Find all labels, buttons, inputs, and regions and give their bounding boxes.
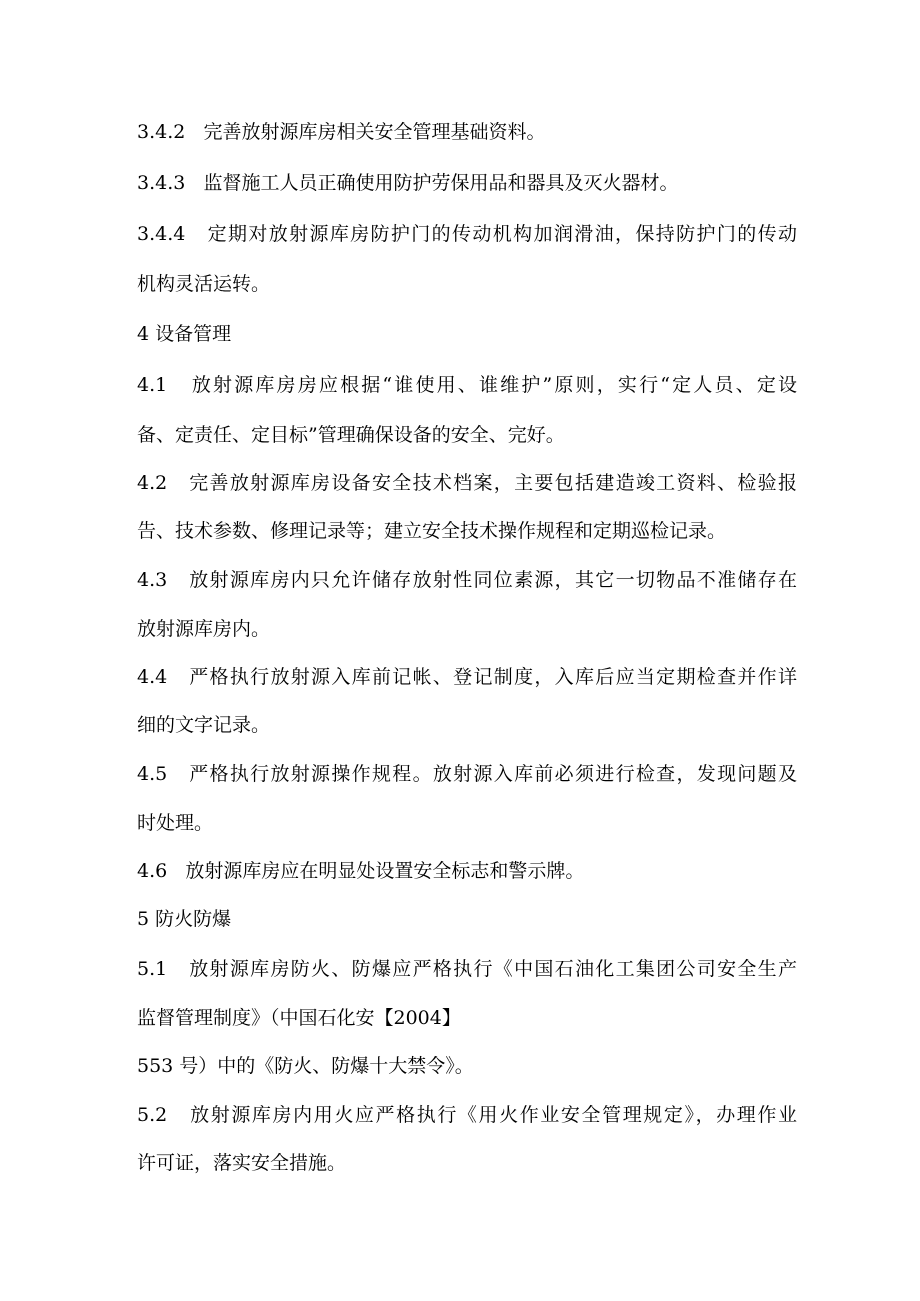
clause-4-3-continuation: 放射源库房内。: [137, 618, 271, 640]
clause-text: 定期对放射源库房防护门的传动机构加润滑油，保持防护门的传动: [207, 223, 797, 245]
clause-number: 4.2: [137, 472, 168, 494]
clause-text: 放射源库房房应根据“谁使用、谁维护”原则，实行“定人员、定设: [191, 374, 797, 396]
clause-3-4-3: [137, 171, 797, 195]
clause-3-4-4-continuation: 机构灵活运转。: [137, 273, 271, 295]
clause-4-5: [137, 762, 797, 786]
clause-text: 严格执行放射源入库前记帐、登记制度，入库后应当定期检查并作详: [189, 666, 797, 688]
clause-5-2: [137, 1103, 797, 1127]
clause-number: 4.5: [137, 763, 168, 785]
clause-text: 完善放射源库房设备安全技术档案，主要包括建造竣工资料、检验报: [189, 472, 797, 494]
clause-4-1: [137, 373, 797, 397]
clause-text: 放射源库房内只允许储存放射性同位素源，其它一切物品不准储存在: [189, 569, 797, 591]
clause-4-6: [137, 859, 797, 883]
clause-number: 3.4.4: [137, 223, 186, 245]
clause-number: 4.3: [137, 569, 168, 591]
clause-number: 3.4.2: [137, 121, 186, 143]
clause-4-5-continuation: 时处理。: [137, 812, 214, 834]
clause-number: 4.4: [137, 666, 168, 688]
clause-4-2: [137, 471, 797, 495]
section-heading-4: 4 设备管理: [137, 323, 232, 345]
clause-4-4: [137, 665, 797, 689]
clause-text: 放射源库房应在明显处设置安全标志和警示牌。: [185, 860, 585, 882]
clause-number: 4.6: [137, 860, 168, 882]
clause-4-2-continuation: 告、技术参数、修理记录等；建立安全技术操作规程和定期巡检记录。: [137, 520, 727, 542]
clause-text: 完善放射源库房相关安全管理基础资料。: [203, 121, 546, 143]
clause-5-1-continuation: 监督管理制度》（中国石化安【2004】: [137, 1007, 461, 1029]
clause-3-4-4: [137, 222, 797, 246]
clause-text: 放射源库房防火、防爆应严格执行《中国石油化工集团公司安全生产: [189, 958, 797, 980]
clause-4-1-continuation: 备、定责任、定目标”管理确保设备的安全、完好。: [137, 424, 565, 446]
clause-number: 5.2: [137, 1104, 168, 1126]
clause-number: 5.1: [137, 958, 168, 980]
clause-text: 严格执行放射源操作规程。放射源入库前必须进行检查，发现问题及: [189, 763, 797, 785]
clause-4-3: [137, 568, 797, 592]
clause-text: 监督施工人员正确使用防护劳保用品和器具及灭火器材。: [203, 172, 679, 194]
clause-4-4-continuation: 细的文字记录。: [137, 714, 271, 736]
clause-5-1: [137, 957, 797, 981]
clause-number: 4.1: [137, 374, 168, 396]
clause-text: 放射源库房内用火应严格执行《用火作业安全管理规定》，办理作业: [190, 1104, 797, 1126]
section-heading-5: 5 防火防爆: [137, 908, 232, 930]
clause-number: 3.4.3: [137, 172, 186, 194]
clause-5-2-continuation: 许可证，落实安全措施。: [137, 1152, 347, 1174]
clause-3-4-2: [137, 120, 797, 144]
clause-5-1-continuation-2: 553 号）中的《防火、防爆十大禁令》。: [137, 1055, 474, 1077]
